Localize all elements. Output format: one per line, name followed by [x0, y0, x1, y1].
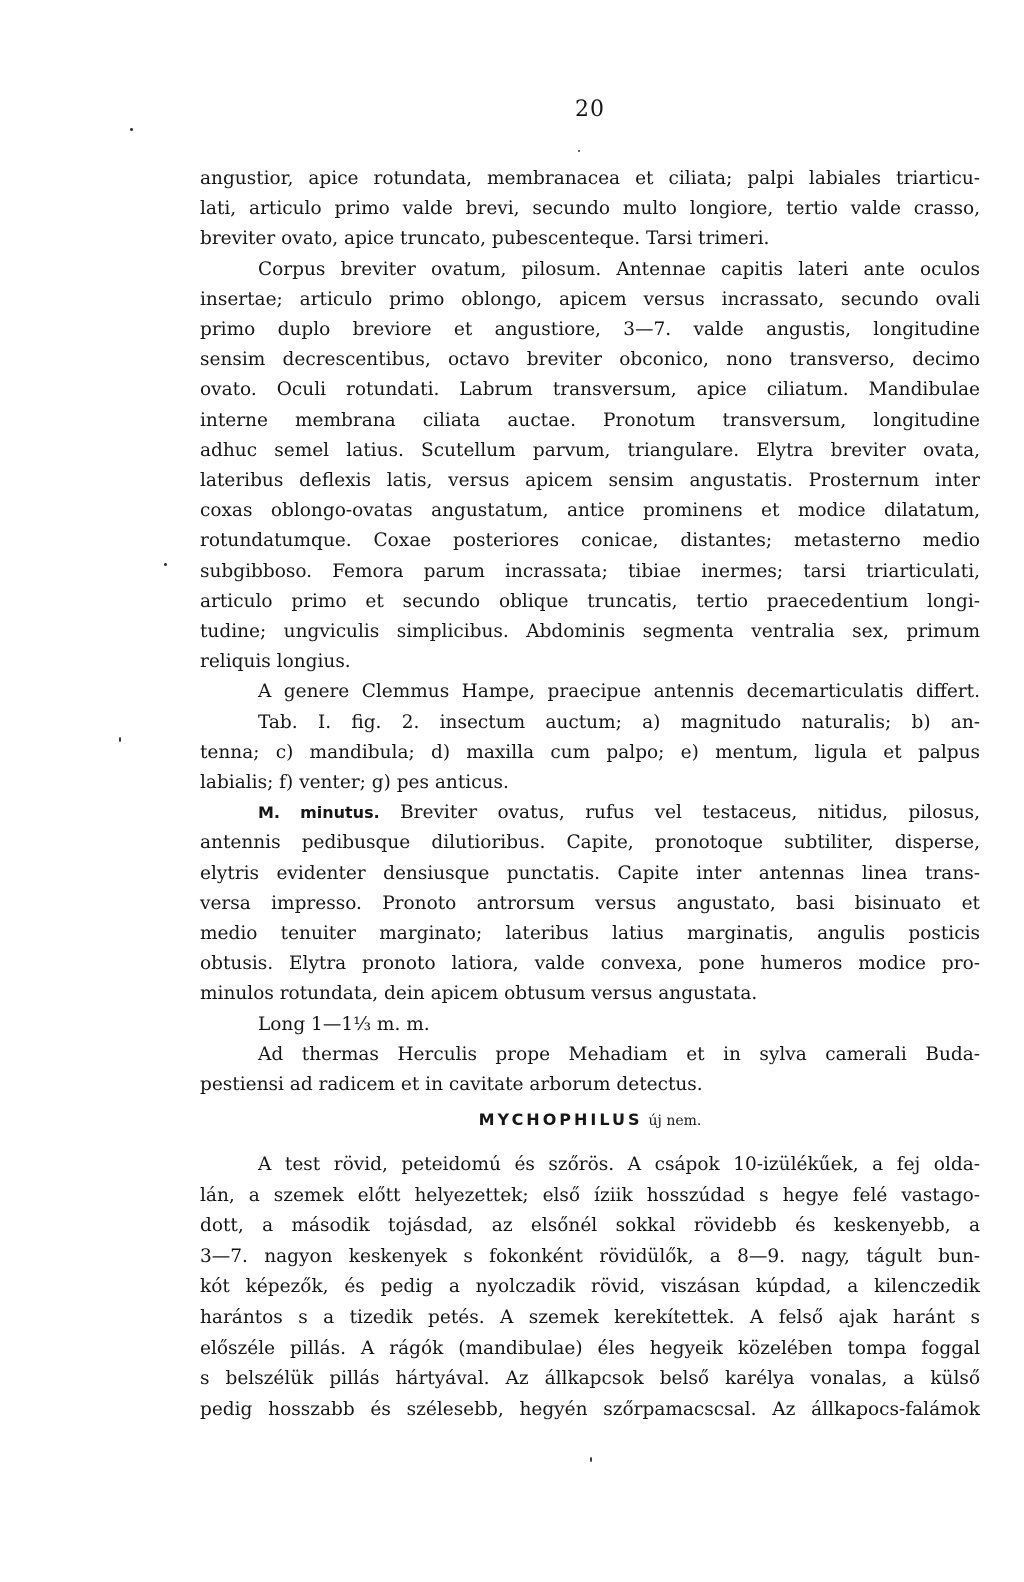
print-speck	[578, 150, 580, 152]
hungarian-description	[200, 1150, 980, 1425]
text-line: subgibboso. Femora parum incrassata; tibiae inermes; tarsi triarticulati,	[200, 560, 980, 582]
text-line: A genere Clemmus Hampe, praecipue antennis decemarticulatis differt.	[258, 681, 980, 703]
text-line: adhuc semel latius. Scutellum parvum, triangulare. Elytra breviter ovata,	[200, 439, 980, 461]
text-line: A test rövid, peteidomú és szőrös. A csápok 10-izülékűek, a fej olda-	[258, 1154, 980, 1175]
text-line: tudine; ungviculis simplicibus. Abdominis segmenta ventralia sex, primum	[200, 621, 980, 643]
text-line: insertae; articulo primo oblongo, apicem versus incrassato, secundo ovali	[200, 288, 980, 310]
text-line: dott, a második tojásdad, az elsőnél sokkal rövidebb és keskenyebb, a	[200, 1215, 980, 1237]
latin-description	[200, 164, 980, 1100]
species-name: M. minutus.	[258, 803, 380, 823]
text-line: coxas oblongo-ovatas angustatum, antice prominens et modice dilatatum,	[200, 500, 980, 522]
text-line: lati, articulo primo valde brevi, secundo multo longiore, tertio valde crasso,	[200, 198, 980, 220]
genus-heading	[200, 1110, 980, 1129]
text-line: rotundatumque. Coxae posteriores conicae, distantes; metasterno medio	[200, 530, 980, 552]
text-line: pestiensi ad radicem et in cavitate arborum detectus.	[200, 1074, 703, 1096]
text-line: reliquis longius.	[200, 651, 351, 673]
text-line: pedig hosszabb és szélesebb, hegyén szőrpamacscsal. Az állkapocs-falámok	[200, 1398, 980, 1420]
text-line: breviter ovato, apice truncato, pubescenteque. Tarsi trimeri.	[200, 228, 770, 250]
text-line: tenna; c) mandibula; d) maxilla cum palpo; e) mentum, ligula et palpus	[200, 741, 980, 763]
text-line: minulos rotundata, dein apicem obtusum versus angustata.	[200, 983, 758, 1005]
text-line: Tab. I. fig. 2. insectum auctum; a) magnitudo naturalis; b) an-	[258, 711, 980, 733]
text-line: Breviter ovatus, rufus vel testaceus, nitidus, pilosus,	[379, 802, 980, 824]
text-line: Corpus breviter ovatum, pilosum. Antennae capitis lateri ante oculos	[258, 258, 980, 280]
text-line: Ad thermas Herculis prope Mehadiam et in sylva camerali Buda-	[258, 1043, 980, 1065]
text-line: antennis pedibusque dilutioribus. Capite, pronotoque subtiliter, disperse,	[200, 832, 980, 854]
text-line: lán, a szemek előtt helyezettek; első íziik hosszúdad s hegye felé vastago-	[200, 1184, 980, 1206]
print-speck	[119, 737, 121, 742]
text-line: elytris evidenter densiusque punctatis. Capite inter antennas linea trans-	[200, 862, 980, 884]
text-line: előszéle pillás. A rágók (mandibulae) éles hegyeik közelében tompa foggal	[200, 1337, 980, 1359]
page-number: 20	[575, 97, 605, 122]
text-line: versa impresso. Pronoto antrorsum versus angustato, basi bisinuato et	[200, 892, 980, 914]
text-line: angustior, apice rotundata, membranacea et ciliata; palpi labiales triarticu-	[200, 168, 980, 189]
text-line: ovato. Oculi rotundati. Labrum transversum, apice ciliatum. Mandibulae	[200, 379, 980, 401]
text-line: Long 1—1⅓ m. m.	[258, 1013, 430, 1035]
text-line: s belszélük pillás hártyával. Az állkapcsok belső karélya vonalas, a külső	[200, 1368, 980, 1390]
species-first-line	[200, 798, 980, 828]
text-line: harántos s a tizedik petés. A szemek kerekítettek. A felső ajak haránt s	[200, 1306, 980, 1328]
text-line: interne membrana ciliata auctae. Pronotum transversum, longitudine	[200, 409, 980, 431]
print-speck	[590, 1457, 592, 1462]
text-line: labialis; f) venter; g) pes anticus.	[200, 772, 509, 794]
text-line: primo duplo breviore et angustiore, 3—7. valde angustis, longitudine	[200, 319, 980, 341]
text-line: 3—7. nagyon keskenyek s fokonként rövidülők, a 8—9. nagy, tágult bun-	[200, 1245, 980, 1267]
text-line: medio tenuiter marginato; lateribus latius marginatis, angulis posticis	[200, 923, 980, 945]
print-speck	[164, 563, 167, 566]
text-line: sensim decrescentibus, octavo breviter obconico, nono transverso, decimo	[200, 349, 980, 371]
print-speck	[130, 128, 133, 131]
text-line: articulo primo et secundo oblique truncatis, tertio praecedentium longi-	[200, 590, 980, 612]
genus-title: MYCHOPHILUS	[478, 1110, 643, 1129]
text-line: obtusis. Elytra pronoto latiora, valde convexa, pone humeros modice pro-	[200, 953, 980, 975]
text-line: lateribus deflexis latis, versus apicem sensim angustatis. Prosternum inter	[200, 470, 980, 492]
text-line: kót képezők, és pedig a nyolczadik rövid, viszásan kúpdad, a kilenczedik	[200, 1276, 980, 1298]
genus-note: új nem.	[648, 1113, 702, 1129]
